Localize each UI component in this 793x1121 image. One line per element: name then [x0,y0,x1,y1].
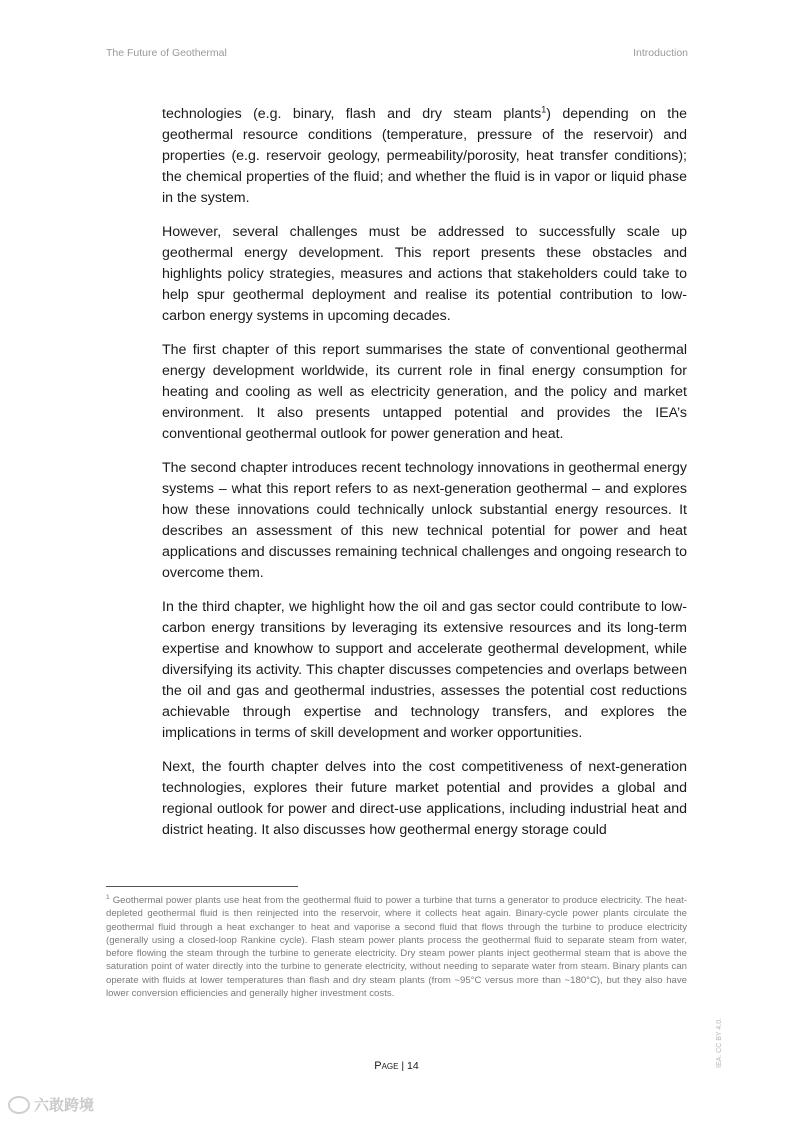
license-note: IEA. CC BY 4.0. [716,1017,723,1068]
paragraph-4: The second chapter introduces recent technology innovations in geothermal energy systems – what this report refers to as next-generation geothermal – and explores how these innovations could technically unlock substantial energy resources. It describes an assessment of this new technical potential for power and heat applications and discusses remaining technical challenges and ongoing research to overcome them. [162,460,687,581]
paragraph-2: However, several challenges must be addressed to successfully scale up geothermal energy development. This report presents these obstacles and highlights policy strategies, measures and actions that stakeholders could take to help spur geothermal deployment and realise its potential contribution to low-carbon energy systems in upcoming decades. [162,224,687,324]
page-separator: | [398,1060,408,1072]
paragraph-1 [162,104,687,209]
body-text [162,104,687,854]
page-footer [0,1060,793,1072]
paragraph-1-text: technologies (e.g. binary, flash and dry steam plants [162,106,542,122]
footnote-marker: 1 [106,893,110,901]
running-header-section: Introduction [633,47,688,59]
footnote [106,894,687,1000]
watermark-text: 六敢跨境 [34,1097,95,1114]
watermark [8,1094,94,1115]
paragraph-5: In the third chapter, we highlight how the oil and gas sector could contribute to low-carbon energy transitions by leveraging its extensive resources and its long-term expertise and knowhow to support and accelerate geothermal development, while diversifying its activity. This chapter discusses competencies and overlaps between the oil and gas and geothermal industries, assesses the potential cost reductions achievable through expertise and technology transfers, and explores the implications in terms of skill development and worker opportunities. [162,599,687,741]
footnote-text: Geothermal power plants use heat from the geothermal fluid to power a turbine that turns a generator to produce electricity. The heat-depleted geothermal fluid is then reinjected into the reservoir, where it collects heat again. Binary-cycle power plants circulate the geothermal fluid through a heat exchanger to heat and vaporise a second fluid that flows through the turbine to produce electricity (generally using a closed-loop Rankine cycle). Flash steam power plants process the geothermal fluid to separate steam from water, before flowing the steam through the turbine to generate electricity. Dry steam power plants inject geothermal steam that is above the saturation point of water directly into the turbine to generate electricity, without needing to separate water from steam. Binary plants can operate with fluids at lower temperatures than flash and dry steam plants (from ~95°C versus more than ~180°C), but they also have lower conversion efficiencies and generally higher investment costs. [106,895,687,1000]
page-label: Page [374,1060,399,1072]
paragraph-3: The first chapter of this report summarises the state of conventional geothermal energy development worldwide, its current role in final energy consumption for heating and cooling as well as electricity generation, and the policy and market environment. It also presents untapped potential and provides the IEA’s conventional geothermal outlook for power generation and heat. [162,342,687,442]
running-header-title: The Future of Geothermal [106,47,227,59]
footnote-reference[interactable]: 1 [541,104,547,115]
page-number: 14 [407,1060,419,1072]
footnote-divider [106,886,298,887]
paragraph-1-text-cont: ) depending on the geothermal resource conditions (temperature, pressure of the reservoir) and properties (e.g. reservoir geology, permeability/porosity, heat transfer conditions); the chemical properties of the fluid; and whether the fluid is in vapor or liquid phase in the system. [162,106,687,206]
paragraph-6: Next, the fourth chapter delves into the cost competitiveness of next-generation technologies, explores their future market potential and provides a global and regional outlook for power and direct-use applications, including industrial heat and district heating. It also discusses how geothermal energy storage could [162,759,687,838]
watermark-logo-icon [8,1096,30,1114]
